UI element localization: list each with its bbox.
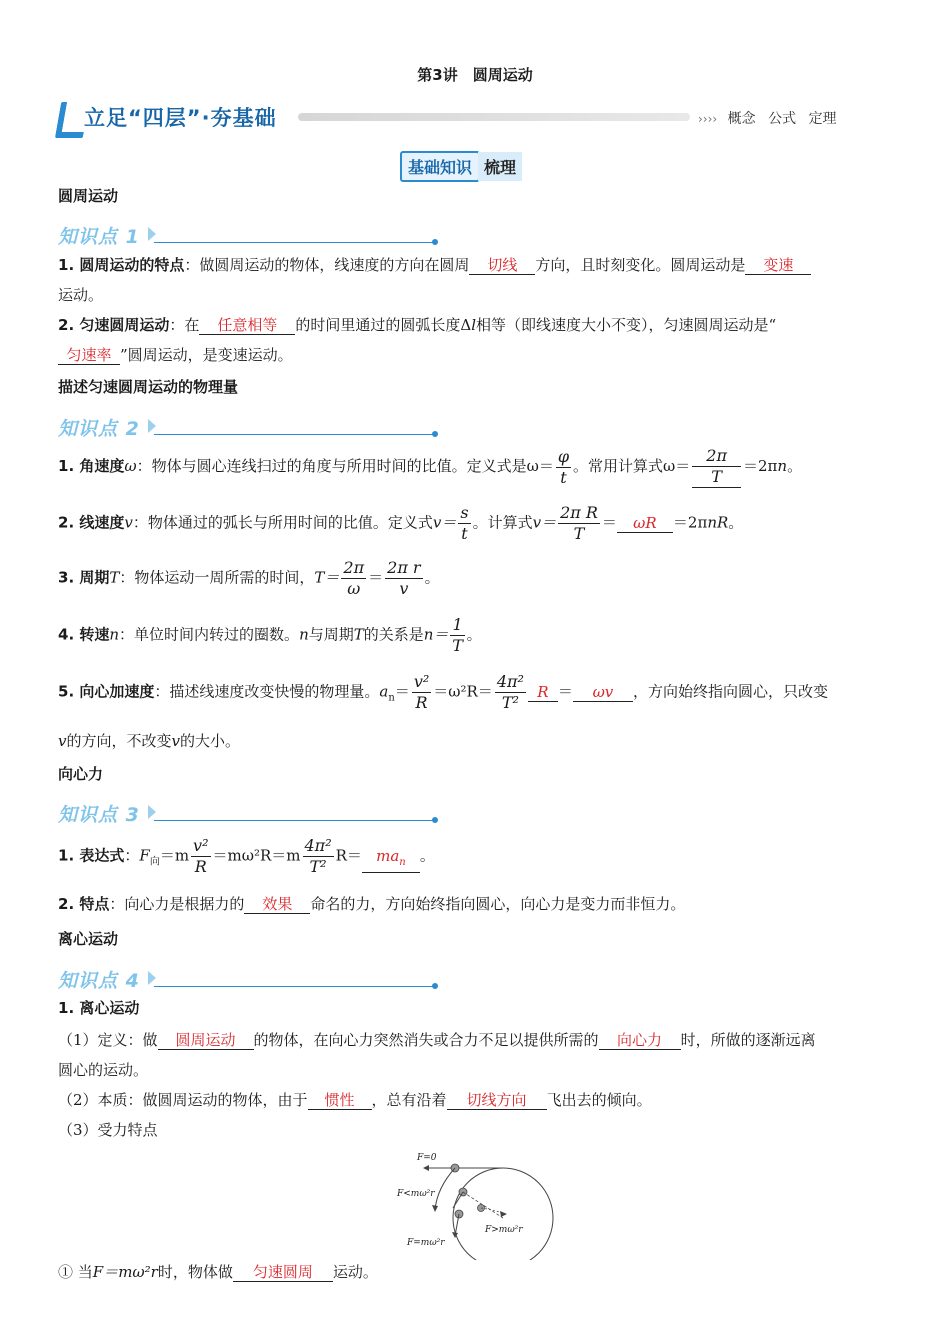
fraction: $\frac{\text{4π²}}{\text{T²}}$	[496, 672, 524, 712]
sub-banner-box: 基础知识	[400, 151, 480, 182]
paragraph: 2. 匀速圆周运动：在 任意相等 的时间里通过的圆弧长度Δl相等（即线速度大小不变），匀速圆周运动是“ 匀速率 ”圆周运动，是变速运动。	[58, 316, 777, 364]
answer-blank: 任意相等	[199, 316, 295, 335]
sub-heading: 1. 离心运动	[58, 999, 140, 1017]
knowledge-point-marker: 知识点 3	[58, 800, 440, 826]
chevron-right-icon: ››››	[698, 112, 718, 126]
fraction: $\frac{\text{2π R}}{T}$	[560, 503, 598, 543]
paragraph: 3. 周期T：物体运动一周所需的时间，T＝ $\frac{2\pi}{\omega}$ ＝ $\frac{\text{2π r}}{v}$ 。	[58, 558, 440, 598]
answer-blank: $ma_n$	[362, 847, 420, 873]
paragraph: 1. 表达式：$F_向=m$ $\frac{\text{v²}}{R}$ ＝mω²R＝m $\frac{\text{4π²}}{\text{T²}}$ $R= ma_n$ 。	[58, 836, 435, 876]
banner-bar-decoration	[298, 113, 690, 121]
fraction: $\frac{s}{t}$	[460, 503, 469, 543]
tag-formula: 公式	[768, 111, 797, 127]
paragraph: （2）本质：做圆周运动的物体，由于 惯性 ，总有沿着 切线方向 飞出去的倾向。	[58, 1091, 652, 1109]
answer-blank: ωR	[617, 514, 673, 533]
triangle-right-icon	[148, 971, 156, 985]
fraction: $\frac{\text{v²}}{R}$	[193, 836, 209, 876]
answer-blank: 效果	[244, 895, 310, 914]
paragraph: （1）定义：做 圆周运动 的物体，在向心力突然消失或合力不足以提供所需的 向心力 时，所做的逐渐远离 圆心的运动。	[58, 1031, 816, 1079]
section-heading: 离心运动	[58, 930, 119, 948]
paragraph: 2. 线速度v：物体通过的弧长与所用时间的比值。定义式v＝ $\frac{s}{t}$ 。计算式v＝ $\frac{\text{2π R}}{T}$ ＝ ωR ＝2πnR。	[58, 503, 744, 543]
arrow-head	[423, 1165, 429, 1171]
fraction: $\frac{\text{4π²}}{\text{T²}}$	[304, 836, 332, 876]
paragraph: ① 当F＝mω²r时，物体做 匀速圆周 运动。	[58, 1263, 378, 1281]
section-banner	[58, 100, 858, 136]
triangle-right-icon	[148, 227, 156, 241]
sub-banner-tail: 梳理	[478, 152, 522, 181]
fraction: $\frac{\text{v²}}{R}$	[413, 672, 430, 712]
escape-path	[435, 1168, 455, 1210]
paragraph: v的方向，不改变v的大小。	[58, 732, 240, 750]
section-heading: 描述匀速圆周运动的物理量	[58, 378, 239, 396]
sub-banner	[400, 151, 522, 181]
answer-blank: 变速	[745, 256, 811, 275]
arrow-head	[500, 1211, 507, 1217]
label: F=0	[417, 1153, 437, 1163]
paragraph: 1. 圆周运动的特点：做圆周运动的物体，线速度的方向在圆周 切线 方向，且时刻变化。圆周运动是 变速 运动。	[58, 250, 893, 310]
answer-blank: 惯性	[308, 1091, 372, 1110]
knowledge-point-marker: 知识点 4	[58, 966, 440, 992]
paragraph: 2. 特点：向心力是根据力的 效果 命名的力，方向始终指向圆心，向心力是变力而非恒力。	[58, 895, 686, 913]
section-heading: 圆周运动	[58, 187, 119, 205]
fraction: $\frac{\text{2π r}}{v}$	[387, 558, 421, 598]
triangle-right-icon	[148, 419, 156, 433]
page-title: 第3讲 圆周运动	[417, 66, 533, 84]
tag-concept: 概念	[727, 111, 756, 127]
fraction: $\frac{2\pi}{\omega}$	[343, 558, 365, 598]
label: F=mω²r	[407, 1238, 445, 1248]
paragraph: 1. 角速度ω：物体与圆心连线扫过的角度与所用时间的比值。定义式是ω＝ $\frac{\varphi}{t}$ 。常用计算式ω＝ $\frac{2\pi}{T}$ ＝2πn。	[58, 446, 803, 487]
answer-blank: 切线方向	[447, 1091, 547, 1110]
paragraph: 4. 转速n：单位时间内转过的圈数。n与周期T的关系是n＝ $\frac{1}{T}$ 。	[58, 615, 482, 655]
centrifugal-motion-diagram	[395, 1148, 555, 1260]
paragraph: 5. 向心加速度：描述线速度改变快慢的物理量。$a_n=$ $\frac{\text{v²}}{R}$ ＝ω²R＝ $\frac{\text{4π²}}{\text{T²}}$ R ＝ ωv ，方向始终指向圆心，只改变	[58, 672, 828, 712]
fraction: $\frac{1}{T}$	[452, 615, 463, 655]
answer-blank: 匀速圆周	[233, 1263, 333, 1282]
answer-blank: ωv	[573, 683, 633, 702]
banner-tags	[698, 108, 837, 128]
banner-title: 立足“四层”·夯基础	[84, 106, 277, 130]
answer-blank: 匀速率	[58, 346, 120, 365]
answer-blank: 向心力	[599, 1031, 681, 1050]
paragraph: （3）受力特点	[58, 1121, 158, 1139]
fraction-blank: $\frac{2\pi}{T}$	[692, 446, 741, 488]
knowledge-point-marker: 知识点 1	[58, 222, 440, 248]
answer-blank: R	[528, 683, 558, 702]
label: F<mω²r	[397, 1189, 435, 1199]
force-line	[453, 1192, 463, 1208]
arrow-head	[432, 1205, 438, 1212]
knowledge-point-marker: 知识点 2	[58, 414, 440, 440]
triangle-right-icon	[148, 805, 156, 819]
answer-blank: 切线	[469, 256, 535, 275]
section-heading: 向心力	[58, 765, 104, 783]
fraction: $\frac{\varphi}{t}$	[557, 446, 570, 487]
tag-theorem: 定理	[808, 111, 837, 127]
label: F>mω²r	[485, 1225, 523, 1235]
answer-blank: 圆周运动	[158, 1031, 254, 1050]
